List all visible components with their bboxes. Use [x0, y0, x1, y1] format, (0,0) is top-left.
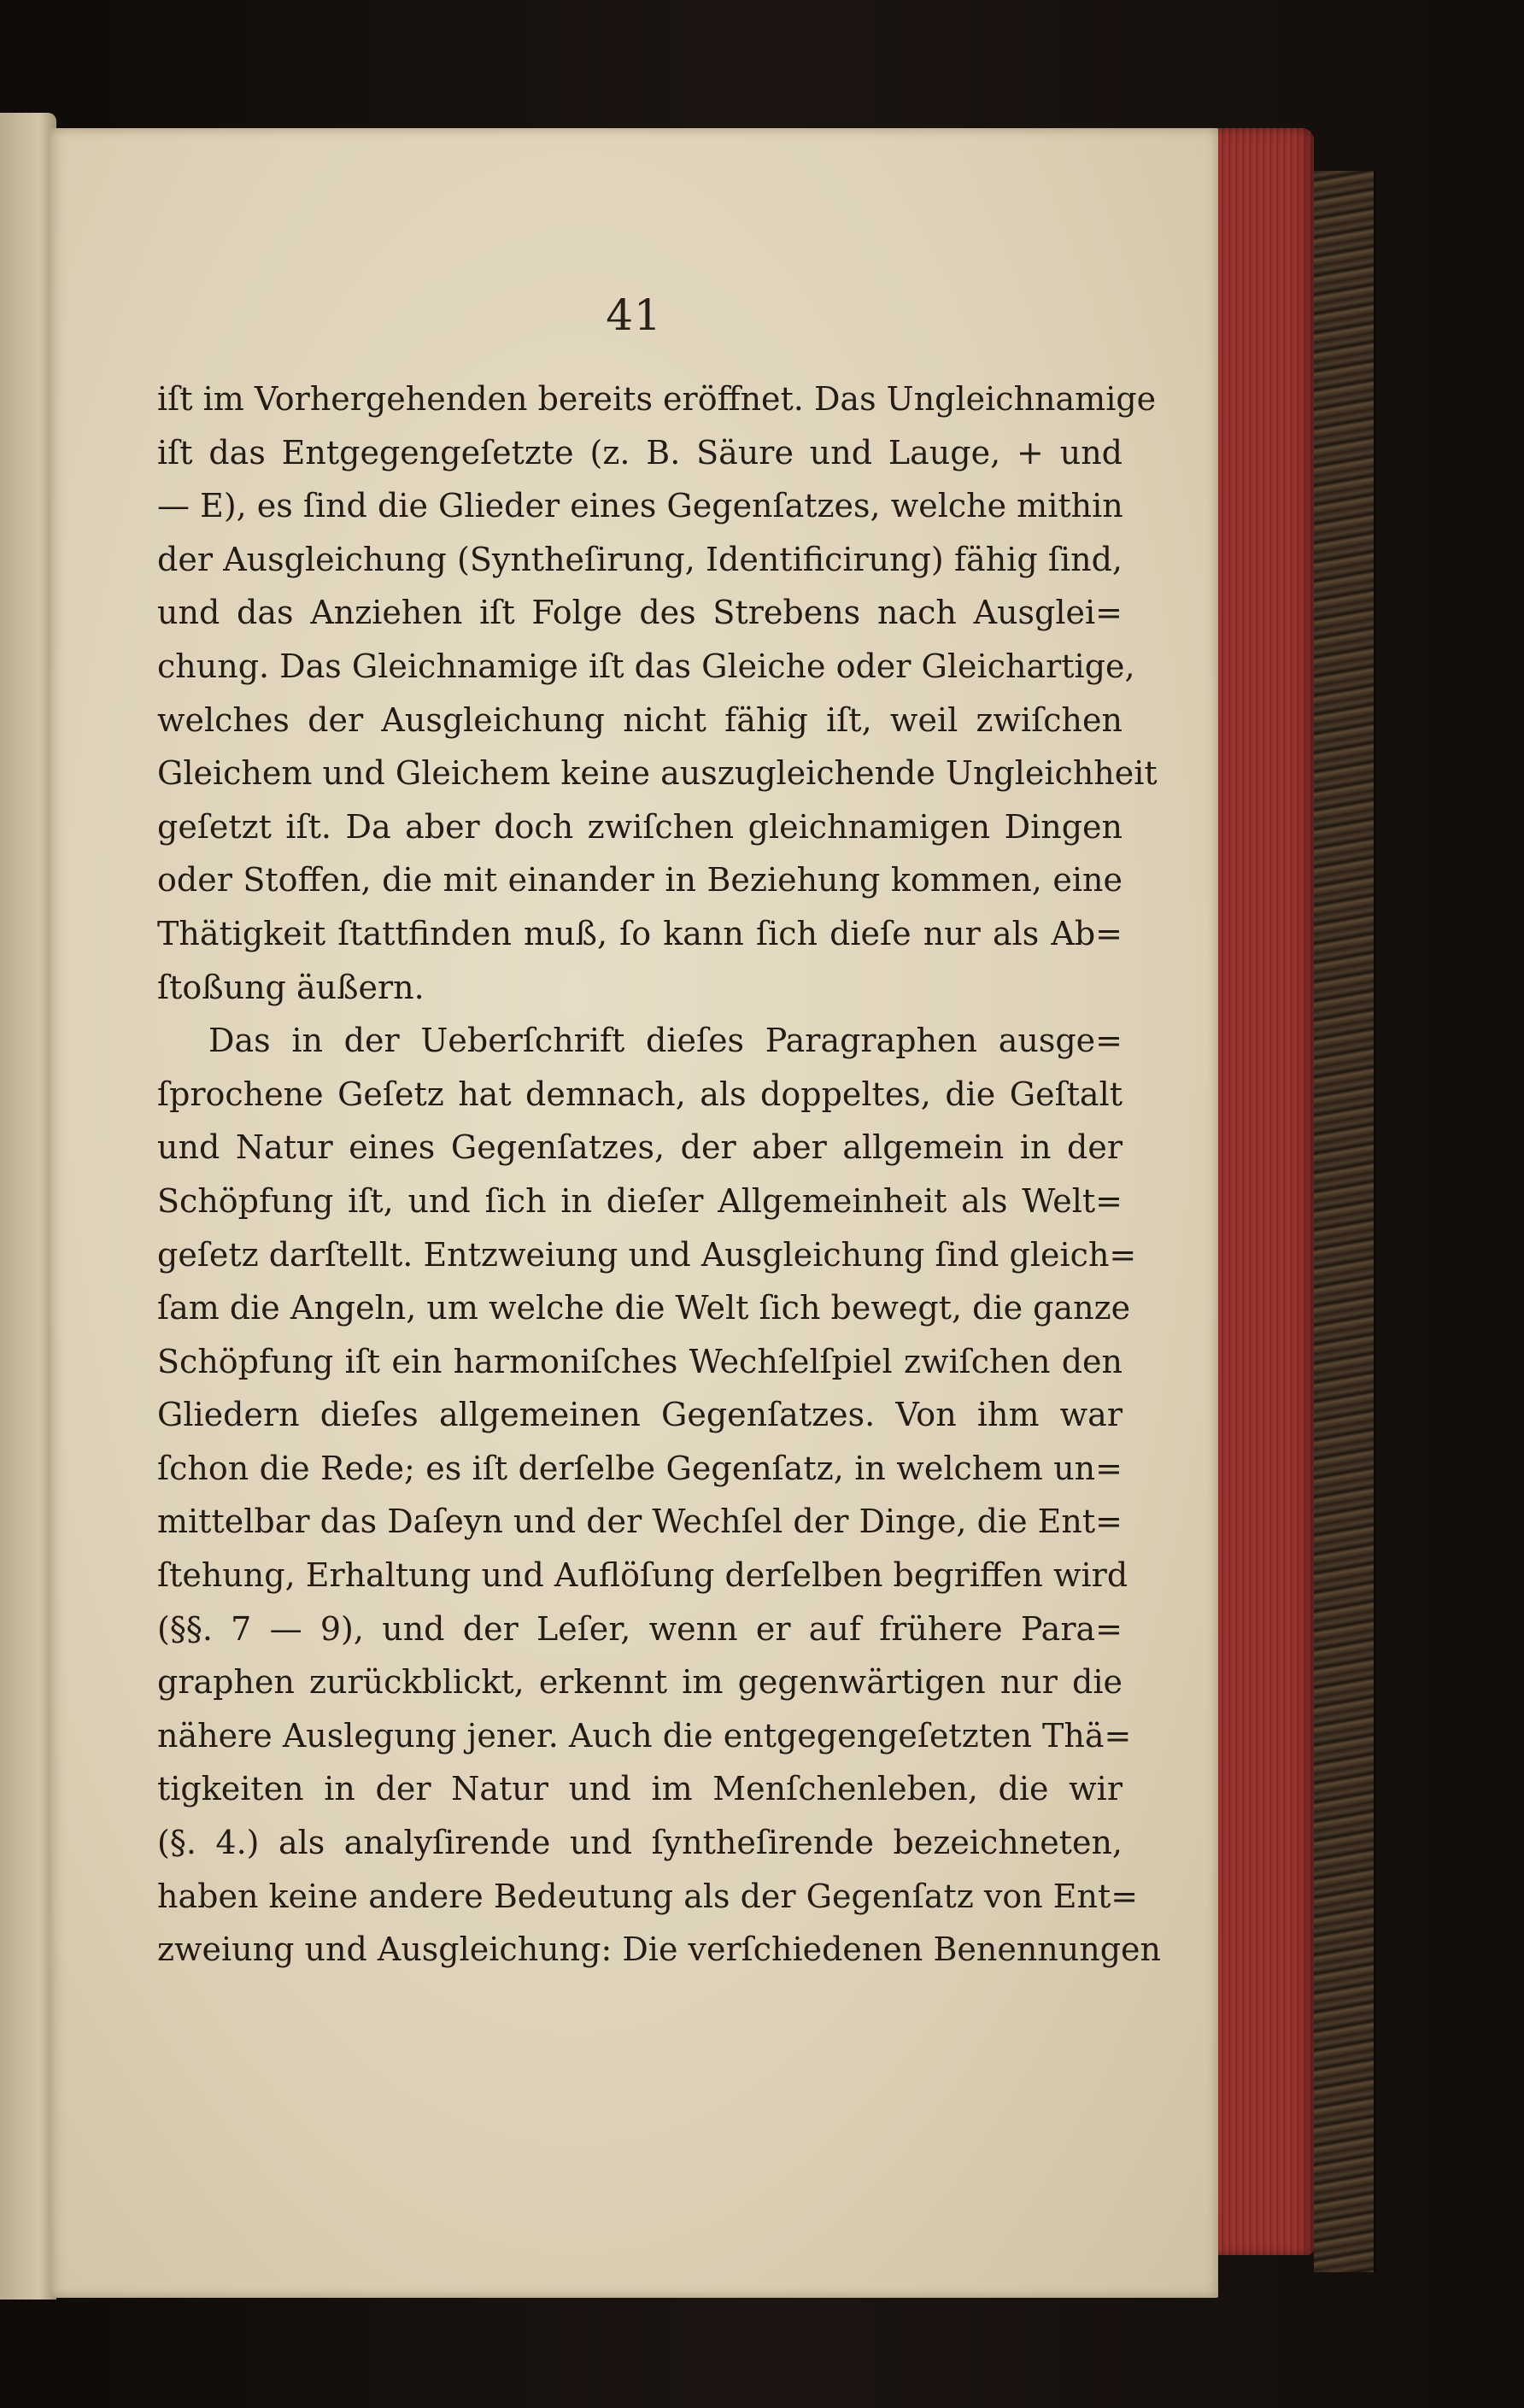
- text-line: graphen zurückblickt, erkennt im gegenwärtigen nur die: [157, 1663, 1122, 1702]
- text-line: iſt im Vorhergehenden bereits eröffnet. Das Ungleichnamige: [157, 380, 1157, 418]
- left-page-edge: [0, 113, 56, 2300]
- page-number: 41: [606, 290, 662, 340]
- text-line: ſam die Angeln, um welche die Welt ſich bewegt, die ganze: [157, 1289, 1131, 1327]
- text-line: der Ausgleichung (Syntheſirung, Identificirung) fähig ſind,: [157, 540, 1122, 578]
- text-line: iſt das Entgegengeſetzte (z. B. Säure und Lauge, + und: [157, 433, 1122, 472]
- text-line: Schöpfung iſt, und ſich in dieſer Allgemeinheit als Welt=: [157, 1181, 1122, 1220]
- text-line: mittelbar das Daſeyn und der Wechſel der Dinge, die Ent=: [157, 1503, 1122, 1541]
- text-line: haben keine andere Bedeutung als der Gegenſatz von Ent=: [157, 1877, 1139, 1915]
- paragraph-start-line: Das in der Ueberſchrift dieſes Paragraphen ausge=: [208, 1022, 1122, 1060]
- text-line: tigkeiten in der Natur und im Menſchenleben, die wir: [157, 1770, 1122, 1808]
- body-text: [157, 372, 1161, 1977]
- text-line: und Natur eines Gegenſatzes, der aber allgemein in der: [157, 1128, 1122, 1167]
- text-line: (§. 4.) als analyſirende und ſyntheſirende bezeichneten,: [157, 1824, 1122, 1862]
- text-line: geſetzt iſt. Da aber doch zwiſchen gleichnamigen Dingen: [157, 807, 1122, 846]
- marbled-cover: [1314, 171, 1376, 2272]
- text-line: — E), es ſind die Glieder eines Gegenſatzes, welche mithin: [157, 487, 1123, 525]
- text-line: welches der Ausgleichung nicht fähig iſt, weil zwiſchen: [157, 700, 1122, 739]
- text-line: und das Anziehen iſt Folge des Strebens nach Ausglei=: [157, 594, 1122, 632]
- text-line: Gliedern dieſes allgemeinen Gegenſatzes. Von ihm war: [157, 1396, 1122, 1434]
- red-page-edges: [1211, 128, 1314, 2255]
- text-line: geſetz darſtellt. Entzweiung und Ausgleichung ſind gleich=: [157, 1235, 1137, 1274]
- text-line: nähere Auslegung jener. Auch die entgegengeſetzten Thä=: [157, 1716, 1132, 1755]
- text-line: chung. Das Gleichnamige iſt das Gleiche oder Gleichartige,: [157, 647, 1135, 685]
- text-line: ſtehung, Erhaltung und Auflöſung derſelben begriffen wird: [157, 1556, 1128, 1595]
- text-line: ſprochene Geſetz hat demnach, als doppeltes, die Geſtalt: [157, 1075, 1122, 1113]
- text-line: (§§. 7 — 9), und der Leſer, wenn er auf frühere Para=: [157, 1609, 1122, 1648]
- text-line: ſchon die Rede; es iſt derſelbe Gegenſatz, in welchem un=: [157, 1449, 1122, 1487]
- text-line: Schöpfung iſt ein harmoniſches Wechſelſpiel zwiſchen den: [157, 1342, 1122, 1380]
- text-line: Gleichem und Gleichem keine auszugleichende Ungleichheit: [157, 754, 1158, 793]
- book-page: [50, 128, 1218, 2298]
- text-line: zweiung und Ausgleichung: Die verſchiedenen Benennungen: [157, 1931, 1161, 1969]
- text-line: Thätigkeit ſtattfinden muß, ſo kann ſich dieſe nur als Ab=: [157, 914, 1122, 952]
- text-line: ſtoßung äußern.: [157, 968, 425, 1006]
- text-line: oder Stoffen, die mit einander in Beziehung kommen, eine: [157, 861, 1122, 899]
